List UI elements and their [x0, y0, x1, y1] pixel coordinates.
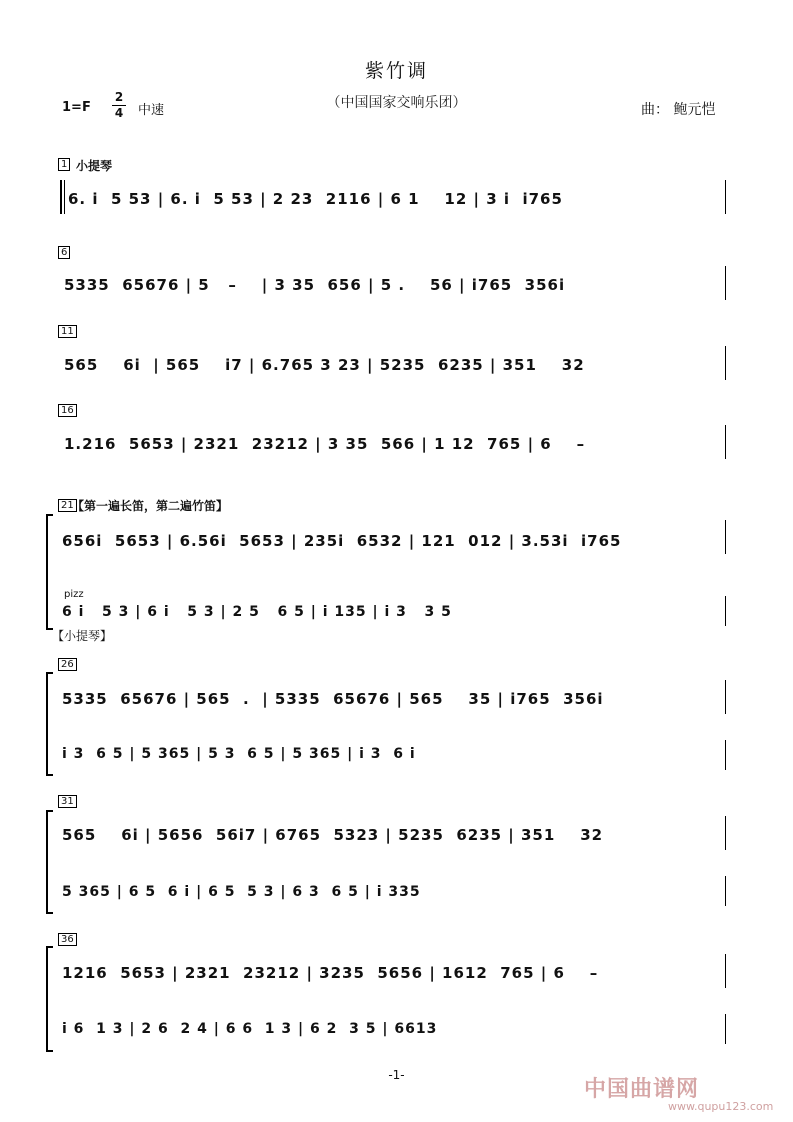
lower-staff-line: i 6 1 3 | 2 6 2 4 | 6 6 1 3 | 6 2 3 5 | 6613 [62, 1021, 438, 1037]
measure-number: 21 [58, 499, 77, 512]
notation-line: 5335 65676 | 5 – | 3 35 656 | 5 . 56 | i765 356i [64, 276, 566, 294]
watermark-url: www.qupu123.com [668, 1100, 774, 1113]
lower-staff-line: 5 365 | 6 5 6 i | 6 5 5 3 | 6 3 6 5 | i 335 [62, 884, 421, 900]
instrument-label: 【第一遍长笛，第二遍竹笛】 [72, 499, 229, 513]
upper-staff-line: 5335 65676 | 565 . | 5335 65676 | 565 35 | i765 356i [62, 690, 604, 708]
page-number: -1- [388, 1068, 405, 1082]
upper-staff-line: 565 6i | 5656 56i7 | 6765 5323 | 5235 6235 | 351 32 [62, 826, 604, 844]
measure-number: 26 [58, 658, 77, 671]
lower-staff-line: i 3 6 5 | 5 365 | 5 3 6 5 | 5 365 | i 3 6 i [62, 746, 416, 762]
tempo-marking: 中速 [138, 103, 165, 118]
time-signature-bottom: 4 [114, 106, 124, 120]
measure-number: 31 [58, 795, 77, 808]
lower-instrument-label: 【小提琴】 [52, 629, 113, 643]
page-subtitle: （中国国家交响乐团） [326, 95, 467, 111]
measure-number: 36 [58, 933, 77, 946]
system-brace [46, 514, 53, 630]
upper-staff-line: 1216 5653 | 2321 23212 | 3235 5656 | 1612 765 | 6 – [62, 964, 599, 982]
measure-number: 16 [58, 404, 77, 417]
instrument-label: 小提琴 [76, 159, 113, 173]
notation-line: 6. i 5 53 | 6. i 5 53 | 2 23 2116 | 6 1 12 | 3 i i765 [68, 190, 563, 208]
measure-number: 6 [58, 246, 70, 259]
lower-staff-line: 6 i 5 3 | 6 i 5 3 | 2 5 6 5 | i 135 | i 3 3 5 [62, 604, 452, 620]
time-signature-top: 2 [114, 90, 124, 104]
page-title: 紫竹调 [364, 60, 428, 82]
notation-line: 565 6i | 565 i7 | 6.765 3 23 | 5235 6235 | 351 32 [64, 356, 585, 374]
upper-staff-line: 656i 5653 | 6.56i 5653 | 235i 6532 | 121 012 | 3.53i i765 [62, 532, 622, 550]
measure-number: 11 [58, 325, 77, 338]
time-signature [112, 91, 126, 120]
key-signature: 1=F [62, 100, 91, 115]
measure-number: 1 [58, 158, 70, 171]
pizz-marking: pizz [64, 589, 84, 600]
system-brace [46, 946, 53, 1052]
notation-line: 1.216 5653 | 2321 23212 | 3 35 566 | 1 12 765 | 6 – [64, 435, 586, 453]
composer-credit: 曲： 鲍元恺 [641, 102, 716, 118]
system-brace [46, 810, 53, 914]
system-brace [46, 672, 53, 776]
watermark-logo: 中国曲谱网 [584, 1077, 700, 1102]
